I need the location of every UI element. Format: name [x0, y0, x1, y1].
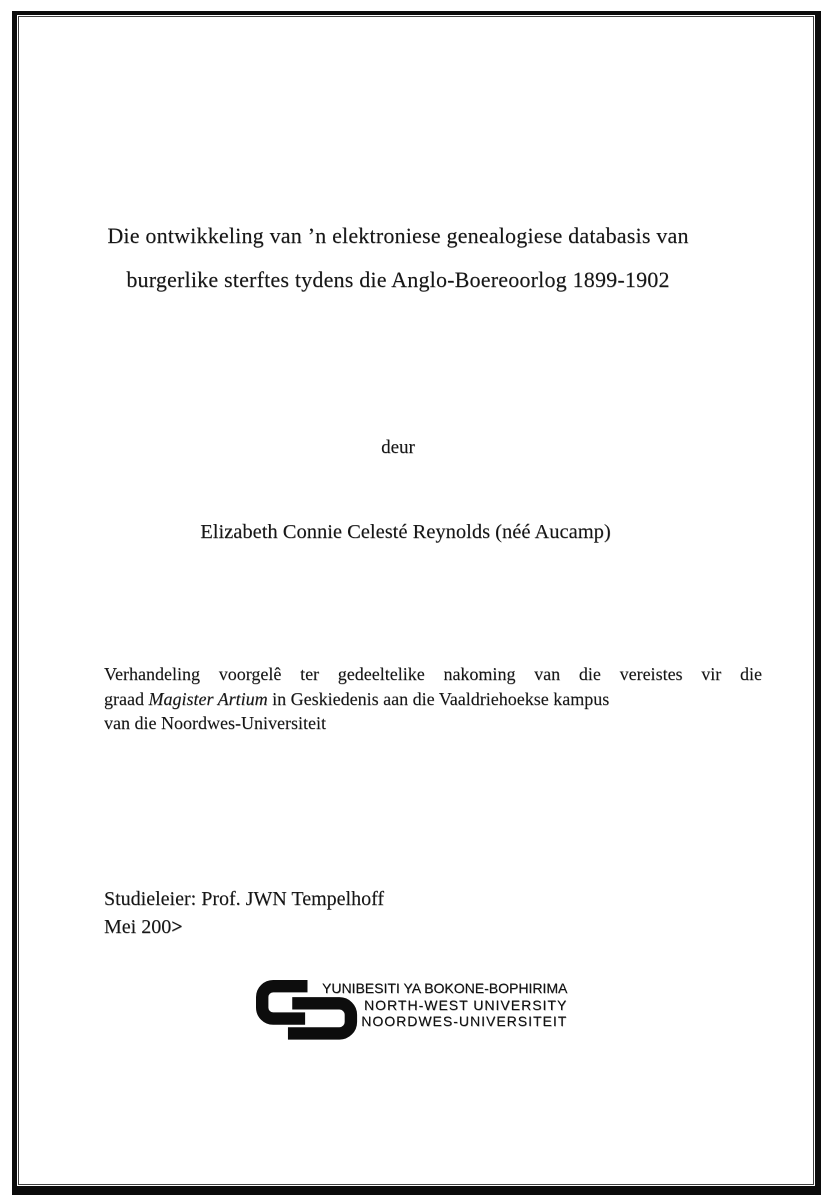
- degree-statement-line3: van die Noordwes-Universiteit: [104, 713, 326, 733]
- supervisor-line: Studieleier: Prof. JWN Tempelhoff: [104, 888, 385, 910]
- degree-name-italic: Magister Artium: [148, 688, 268, 709]
- wordmark-afrikaans: NOORDWES-UNIVERSITEIT: [361, 1013, 568, 1029]
- wordmark-english: NORTH-WEST UNIVERSITY: [364, 996, 568, 1013]
- university-logo: [256, 974, 567, 1043]
- date-text: Mei 200: [104, 916, 172, 938]
- date-seven-glyph: >: [171, 916, 183, 938]
- byline-deur: deur: [381, 437, 415, 458]
- thesis-title-line2: burgerlike sterftes tydens die Anglo-Boereoorlog 1899-1902: [126, 267, 670, 292]
- degree-statement-line2-pre: graad: [104, 688, 149, 709]
- degree-statement-line1: Verhandeling voorgelê ter gedeeltelike nakoming van die vereistes vir die: [104, 664, 762, 684]
- degree-statement-line2: [104, 687, 762, 712]
- degree-statement-line2-post: in Geskiedenis aan die Vaaldriehoekse kampus: [267, 688, 610, 709]
- supervisor-block: [104, 885, 384, 941]
- thesis-title: [60, 214, 736, 302]
- degree-statement: [104, 662, 762, 736]
- thesis-title-line1: Die ontwikkeling van ’n elektroniese genealogiese databasis van: [107, 223, 689, 248]
- date-line: [104, 913, 384, 941]
- wordmark-setswana: YUNIBESITI YA BOKONE-BOPHIRIMA: [322, 980, 568, 996]
- author-name: Elizabeth Connie Celesté Reynolds (néé Aucamp): [200, 521, 611, 543]
- university-wordmark: [322, 980, 567, 1030]
